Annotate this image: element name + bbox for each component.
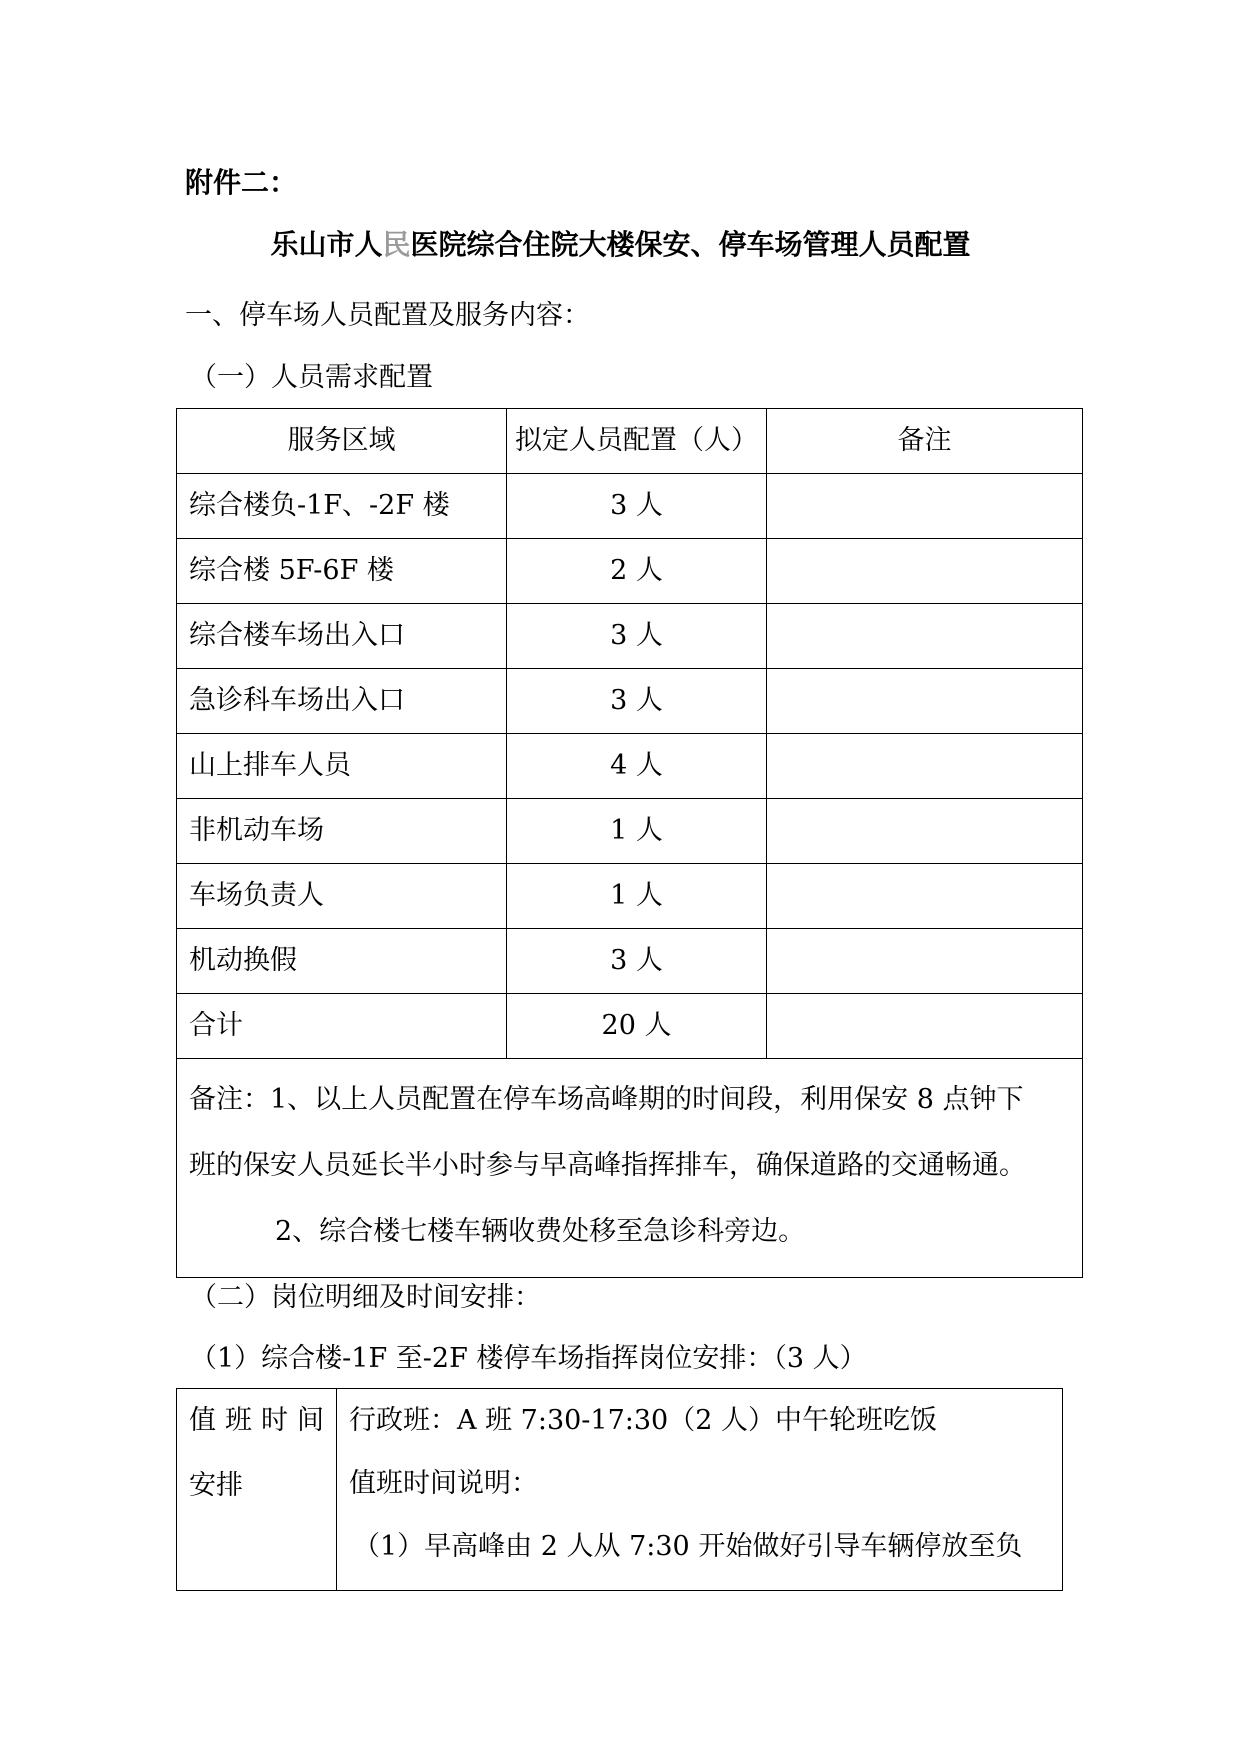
title-part-3: 医院综合住院大楼保安、停车场管理人员配置	[410, 228, 971, 261]
remark-cell	[767, 864, 1083, 929]
table-header-row	[177, 409, 1083, 474]
remark-cell	[767, 734, 1083, 799]
duty-content-cell	[337, 1389, 1063, 1591]
staff-configuration-table	[176, 408, 1083, 1278]
remark-cell	[767, 799, 1083, 864]
duty-content-line-1: 行政班：A 班 7:30-17:30（2 人）中午轮班吃饭	[349, 1405, 937, 1436]
header-service-area: 服务区域	[177, 409, 507, 474]
remark-cell	[767, 669, 1083, 734]
table-total-row	[177, 994, 1083, 1059]
table-row	[177, 799, 1083, 864]
count-cell: 4 人	[507, 734, 767, 799]
area-cell: 综合楼负-1F、-2F 楼	[177, 474, 507, 539]
title-part-2: 民	[382, 228, 411, 261]
total-label-cell: 合计	[177, 994, 507, 1059]
remark-cell	[767, 539, 1083, 604]
item-1-heading: （1）综合楼-1F 至-2F 楼停车场指挥岗位安排：（3 人）	[190, 1343, 867, 1374]
area-cell: 综合楼 5F-6F 楼	[177, 539, 507, 604]
duty-content-line-3: （1）早高峰由 2 人从 7:30 开始做好引导车辆停放至负	[353, 1531, 1023, 1562]
total-count-cell: 20 人	[507, 994, 767, 1059]
remark-cell	[767, 994, 1083, 1059]
attachment-label: 附件二：	[185, 166, 298, 199]
duty-time-label-cell	[177, 1389, 337, 1591]
table-row	[177, 604, 1083, 669]
count-cell: 1 人	[507, 864, 767, 929]
header-planned-staff: 拟定人员配置（人）	[507, 409, 767, 474]
duty-content-line-2: 值班时间说明：	[349, 1468, 538, 1499]
note-line-1: 备注：1、以上人员配置在停车场高峰期的时间段，利用保安 8 点钟下	[189, 1084, 1024, 1115]
table-row	[177, 669, 1083, 734]
table-note	[177, 1059, 1083, 1278]
area-cell: 机动换假	[177, 929, 507, 994]
duty-label-line-1: 值班时间	[189, 1405, 333, 1436]
area-cell: 非机动车场	[177, 799, 507, 864]
subsection-2-heading: （二）岗位明细及时间安排：	[190, 1282, 541, 1313]
note-line-2: 班的保安人员延长半小时参与早高峰指挥排车，确保道路的交通畅通。	[189, 1150, 1026, 1181]
area-cell: 综合楼车场出入口	[177, 604, 507, 669]
duty-schedule-table	[176, 1388, 1063, 1591]
remark-cell	[767, 474, 1083, 539]
count-cell: 3 人	[507, 604, 767, 669]
area-cell: 急诊科车场出入口	[177, 669, 507, 734]
area-cell: 车场负责人	[177, 864, 507, 929]
table-note-row	[177, 1059, 1083, 1278]
count-cell: 3 人	[507, 669, 767, 734]
subsection-1-heading: （一）人员需求配置	[190, 362, 433, 393]
remark-cell	[767, 929, 1083, 994]
count-cell: 3 人	[507, 474, 767, 539]
table-row	[177, 864, 1083, 929]
count-cell: 2 人	[507, 539, 767, 604]
table-row	[177, 474, 1083, 539]
table-row	[177, 734, 1083, 799]
remark-cell	[767, 604, 1083, 669]
count-cell: 1 人	[507, 799, 767, 864]
duty-label-line-2: 安排	[189, 1470, 243, 1501]
section-1-heading: 一、停车场人员配置及服务内容：	[185, 300, 590, 331]
area-cell: 山上排车人员	[177, 734, 507, 799]
table-row	[177, 929, 1083, 994]
title-part-1: 乐山市人	[270, 228, 383, 261]
duty-row	[177, 1389, 1063, 1591]
header-remark: 备注	[767, 409, 1083, 474]
note-line-3: 2、综合楼七楼车辆收费处移至急诊科旁边。	[275, 1216, 806, 1247]
count-cell: 3 人	[507, 929, 767, 994]
table-row	[177, 539, 1083, 604]
document-title	[0, 228, 1241, 262]
